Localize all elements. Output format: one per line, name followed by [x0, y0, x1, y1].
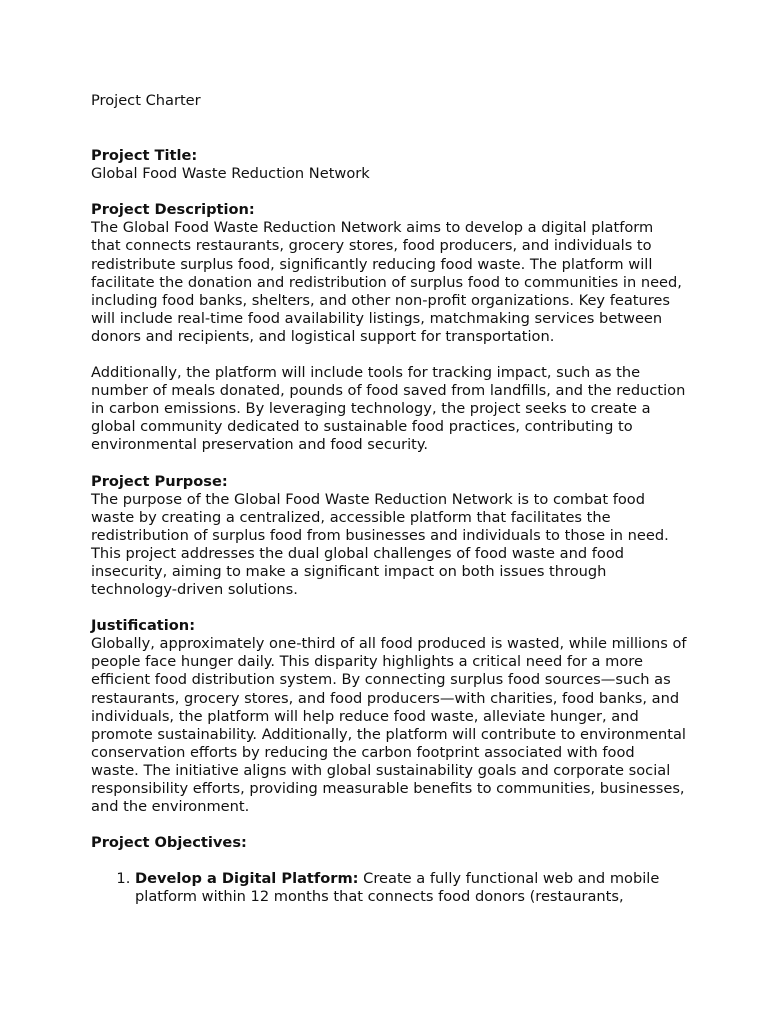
objectives-list — [91, 870, 687, 906]
justification-text: Globally, approximately one-third of all food produced is wasted, while millions of people face hunger daily. This disparity highlights a critical need for a more efficient food distribution system. By connecting surplus food sources—such as restaurants, grocery stores, and food producers—with charities, food banks, and individuals, the platform will help reduce food waste, alleviate hunger, and promote sustainability. Additionally, the platform will contribute to environmental conservation efforts by reducing the carbon footprint associated with food waste. The initiative aligns with global sustainability goals and corporate social responsibility efforts, providing measurable benefits to communities, businesses, and the environment. — [91, 635, 687, 816]
project-description-heading: Project Description: — [91, 201, 255, 219]
project-title-text: Global Food Waste Reduction Network — [91, 165, 370, 183]
project-purpose-section — [91, 473, 687, 600]
project-objectives-heading: Project Objectives: — [91, 834, 247, 852]
project-description-paragraph: The Global Food Waste Reduction Network aims to develop a digital platform that connects restaurants, grocery stores, food producers, and individuals to redistribute surplus food, significantly reducing food waste. The platform will facilitate the donation and redistribution of surplus food to communities in need, including food banks, shelters, and other non-profit organizations. Key features will include real-time food availability listings, matchmaking services between donors and recipients, and logistical support for transportation. — [91, 219, 682, 345]
project-description-paragraph: Additionally, the platform will include tools for tracking impact, such as the number of meals donated, pounds of food saved from landfills, and the reduction in carbon emissions. By leveraging technology, the project seeks to create a global community dedicated to sustainable food practices, contributing to environmental preservation and food security. — [91, 364, 686, 454]
document-title: Project Charter — [91, 92, 201, 109]
objective-text: Create a fully functional web and mobile platform within 12 months that connects food donors (restaurants, — [135, 870, 660, 906]
project-purpose-heading: Project Purpose: — [91, 472, 228, 490]
project-purpose-text: The purpose of the Global Food Waste Reduction Network is to combat food waste by creating a centralized, accessible platform that facilitates the redistribution of surplus food from businesses and individuals to those in need. This project addresses the dual global challenges of food waste and food insecurity, aiming to make a significant impact on both issues through technology-driven solutions. — [91, 490, 669, 599]
project-description-section — [91, 201, 687, 454]
justification-heading: Justification: — [91, 617, 196, 635]
objective-title: Develop a Digital Platform: — [135, 870, 359, 888]
project-title-section — [91, 147, 687, 183]
document-page — [91, 92, 687, 906]
project-objectives-section — [91, 834, 687, 906]
justification-section — [91, 617, 687, 816]
project-title-heading: Project Title: — [91, 147, 198, 165]
list-item — [135, 870, 687, 906]
